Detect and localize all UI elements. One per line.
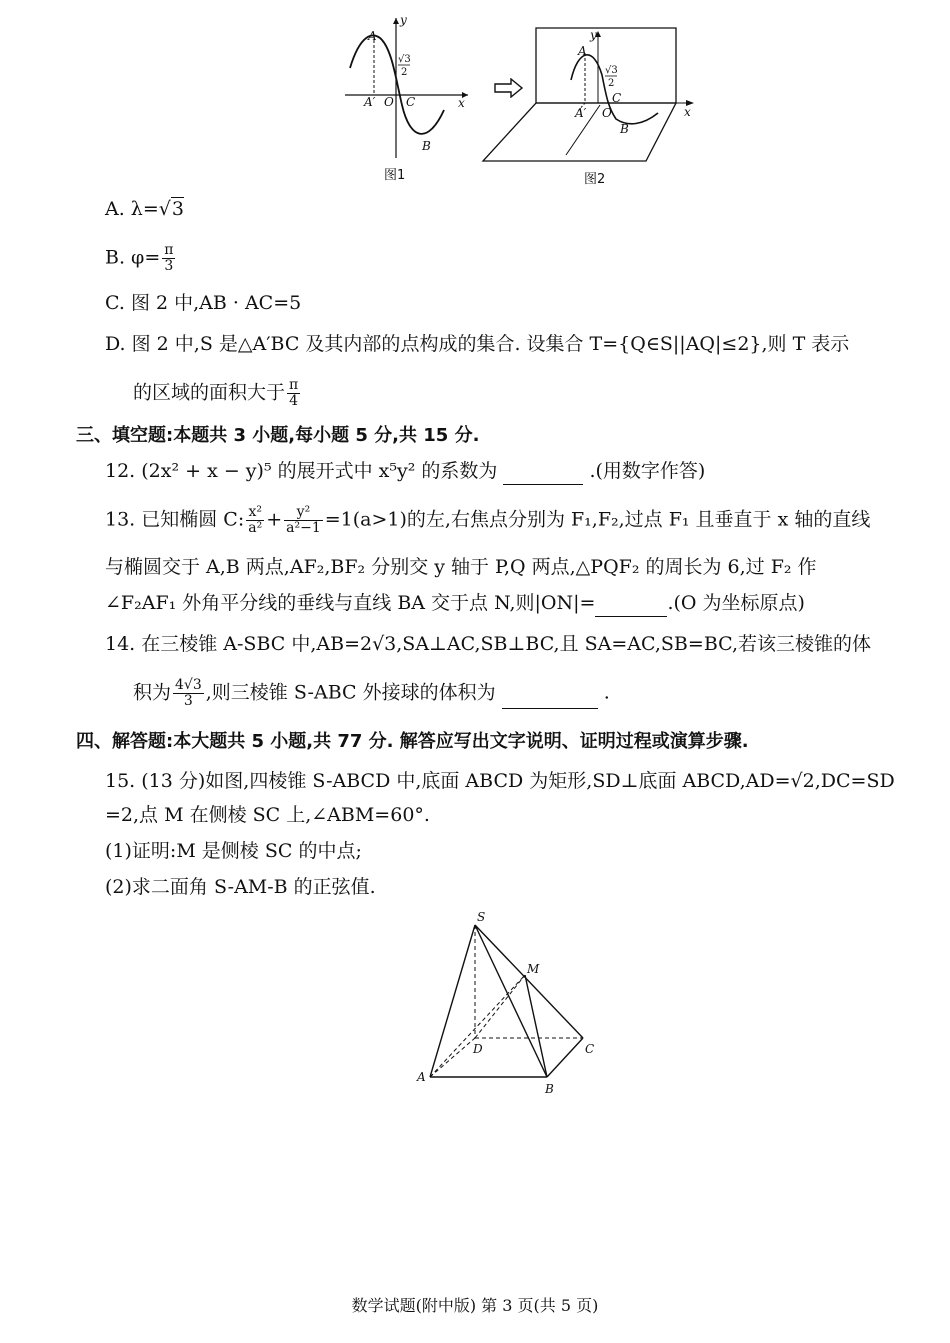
pyramid-label-m: M — [527, 962, 540, 976]
question-15-part-2: (2)求二面角 S-AM-B 的正弦值. — [105, 876, 376, 898]
fig1-label-b: B — [422, 139, 431, 153]
section-3-title: 三、填空题:本题共 3 小题,每小题 5 分,共 15 分. — [76, 425, 480, 446]
question-15-part-1: (1)证明:M 是侧棱 SC 的中点; — [105, 840, 362, 862]
fig1-label-aprime: A′ — [364, 95, 376, 109]
question-13-line-2: 与椭圆交于 A,B 两点,AF₂,BF₂ 分别交 y 轴于 P,Q 两点,△PQF₂ 的周长为 6,过 F₂ 作 — [105, 556, 817, 578]
fig2-label-a: A — [578, 44, 587, 58]
pyramid-label-c: C — [585, 1042, 595, 1056]
fig1-label-y: y — [400, 13, 407, 27]
question-13-line-1: 13. 已知椭圆 C: $\frac{\text{x²}}{\text{a²}}$ + $\frac{\text{y²}}{\text{a²−1}}$ =1(a>1)的左,右焦点分别为 F₁,F₂,过点 F₁ 且垂直于 x 轴的直线 — [105, 504, 871, 536]
fig2-label-c: C — [612, 91, 622, 105]
fig1-value-den: 2 — [401, 67, 408, 78]
figure-1 — [340, 10, 475, 160]
pyramid-label-s: S — [477, 910, 486, 924]
pyramid-label-b: B — [545, 1082, 554, 1096]
question-14-line-1: 14. 在三棱锥 A-SBC 中,AB=2√3,SA⊥AC,SB⊥BC,且 SA=AC,SB=BC,若该三棱锥的体 — [105, 633, 872, 655]
figure-2-caption: 图2 — [584, 172, 606, 187]
fig1-label-a: A — [368, 29, 377, 43]
pyramid-figure — [415, 905, 605, 1100]
fig2-label-aprime: A′ — [575, 106, 587, 120]
fig1-label-x: x — [458, 96, 465, 110]
question-15-line-1: 15. (13 分)如图,四棱锥 S-ABCD 中,底面 ABCD 为矩形,SD⊥底面 ABCD,AD=√2,DC=SD — [105, 770, 895, 792]
option-d: D. 图 2 中,S 是△A′BC 及其内部的点构成的集合. 设集合 T={Q∈S||AQ|≤2},则 T 表示 — [105, 333, 850, 355]
question-12: 12. (2x² + x − y)⁵ 的展开式中 x⁵y² 的系数为 .(用数字作答) — [105, 457, 705, 485]
question-14-line-2: 积为 $\frac{4√3}{3}$ ,则三棱锥 S-ABC 外接球的体积为 . — [133, 677, 610, 709]
option-b: B. φ= $\frac{\pi}{3}$ — [105, 242, 174, 274]
pyramid-label-d: D — [473, 1042, 483, 1056]
section-4-title: 四、解答题:本大题共 5 小题,共 77 分. 解答应写出文字说明、证明过程或演算步骤. — [76, 731, 749, 752]
fig1-value-num: √3 — [398, 54, 411, 65]
fig2-label-x: x — [684, 105, 691, 119]
question-13-line-3: ∠F₂AF₁ 外角平分线的垂线与直线 BA 交于点 N,则|ON|= .(O 为坐标原点) — [105, 589, 805, 617]
option-d-continued: 的区域的面积大于 $\frac{\pi}{4}$ — [133, 377, 299, 409]
option-a: A. λ=√3 — [105, 198, 184, 220]
question-15-line-2: =2,点 M 在侧棱 SC 上,∠ABM=60°. — [105, 804, 430, 826]
fig2-value-num: √3 — [605, 65, 618, 76]
option-c: C. 图 2 中,AB · AC=5 — [105, 292, 302, 314]
figure-2 — [478, 25, 698, 165]
fig2-label-b: B — [620, 122, 629, 136]
fig2-value-den: 2 — [608, 78, 615, 89]
fig1-label-c: C — [406, 95, 416, 109]
pyramid-label-a: A — [417, 1070, 426, 1084]
page-footer: 数学试题(附中版) 第 3 页(共 5 页) — [351, 1296, 599, 1315]
fig2-label-o: O — [602, 106, 612, 120]
figure-1-caption: 图1 — [384, 168, 406, 183]
fig1-label-o: O — [384, 95, 394, 109]
fig2-label-y: y — [590, 28, 597, 42]
